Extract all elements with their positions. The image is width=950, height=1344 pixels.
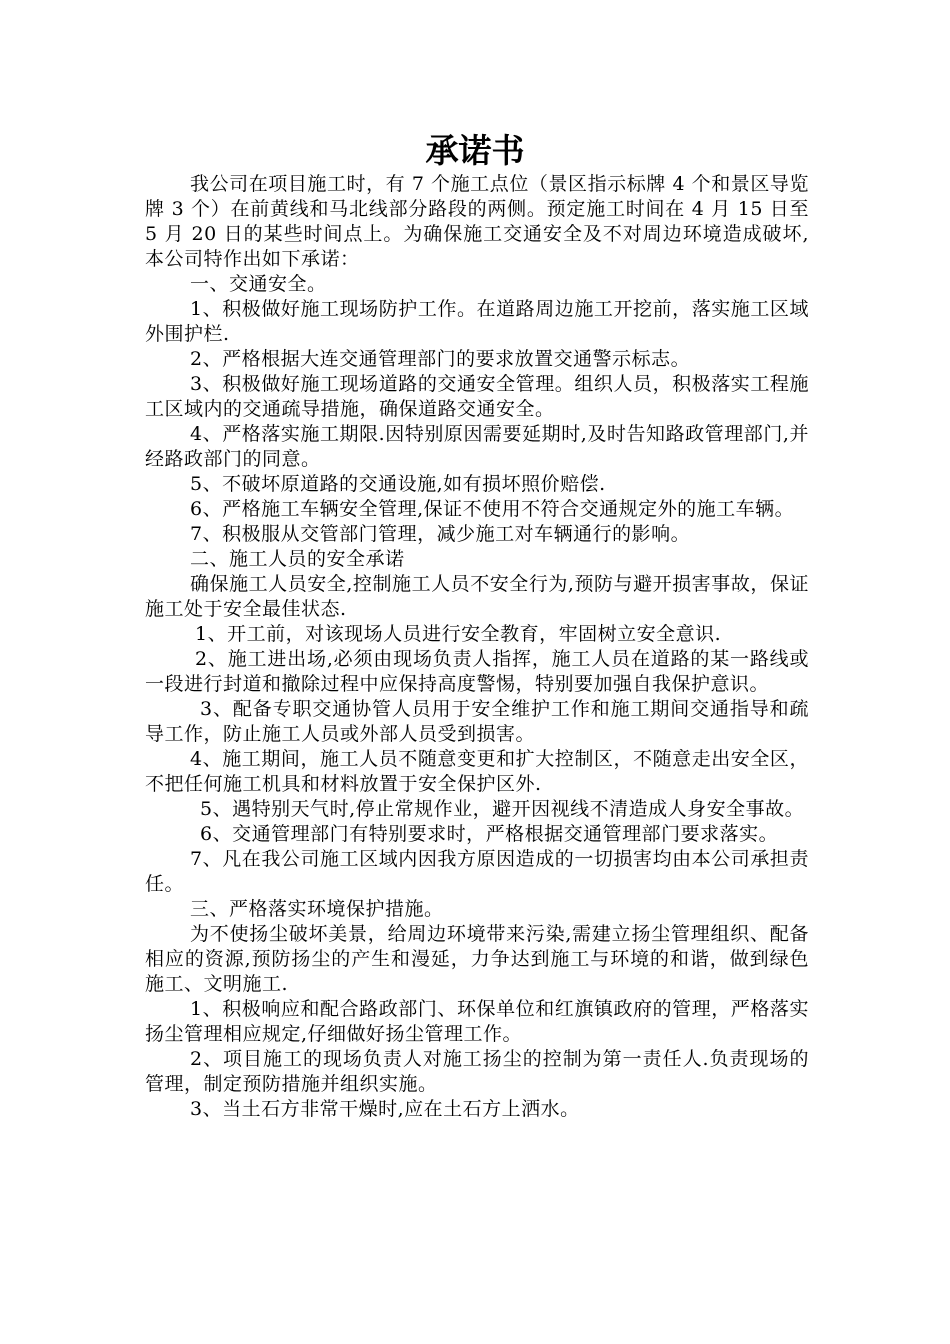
traffic-item-6: 6、严格施工车辆安全管理,保证不使用不符合交通规定外的施工车辆。 — [190, 498, 795, 520]
traffic-item-4: 4、严格落实施工期限.因特别原因需要延期时,及时告知路政管理部门,并经路政部门的同意。 — [145, 423, 809, 470]
environment-intro: 为不使扬尘破坏美景，给周边环境带来污染,需建立扬尘管理组织、配备相应的资源,预防扬尘的产生和漫延，力争达到施工与环境的和谐，做到绿色施工、文明施工. — [145, 923, 809, 995]
personnel-item-7: 7、凡在我公司施工区域内因我方原因造成的一切损害均由本公司承担责任。 — [145, 848, 809, 895]
personnel-item-1: 1、开工前，对该现场人员进行安全教育，牢固树立安全意识. — [195, 623, 722, 645]
traffic-item-7: 7、积极服从交管部门管理，减少施工对车辆通行的影响。 — [190, 523, 691, 545]
section-heading-personnel: 二、施工人员的安全承诺 — [190, 548, 405, 570]
personnel-item-4: 4、施工期间，施工人员不随意变更和扩大控制区，不随意走出安全区，不把任何施工机具和材料放置于安全保护区外. — [145, 748, 809, 795]
personnel-item-3: 3、配备专职交通协管人员用于安全维护工作和施工期间交通指导和疏导工作，防止施工人员或外部人员受到损害。 — [145, 698, 809, 745]
section-heading-traffic: 一、交通安全。 — [190, 273, 327, 295]
personnel-item-5: 5、遇特别天气时,停止常规作业，避开因视线不清造成人身安全事故。 — [200, 798, 805, 820]
traffic-item-5: 5、不破坏原道路的交通设施,如有损坏照价赔偿. — [190, 473, 606, 495]
traffic-item-2: 2、严格根据大连交通管理部门的要求放置交通警示标志。 — [190, 348, 691, 370]
environment-item-1: 1、积极响应和配合路政部门、环保单位和红旗镇政府的管理，严格落实扬尘管理相应规定,仔细做好扬尘管理工作。 — [145, 998, 809, 1045]
traffic-item-3: 3、积极做好施工现场道路的交通安全管理。组织人员，积极落实工程施工区域内的交通疏导措施，确保道路交通安全。 — [145, 373, 809, 420]
traffic-item-1: 1、积极做好施工现场防护工作。在道路周边施工开挖前，落实施工区域外围护栏. — [145, 298, 809, 345]
environment-item-2: 2、项目施工的现场负责人对施工扬尘的控制为第一责任人.负责现场的管理，制定预防措施并组织实施。 — [145, 1048, 809, 1095]
document-title: 承诺书 — [425, 131, 525, 170]
intro-paragraph: 我公司在项目施工时，有 7 个施工点位（景区指示标牌 4 个和景区导览牌 3 个）在前黄线和马北线部分路段的两侧。预定施工时间在 4 月 15 日至 5 月 20 日的某些时间点上。为确保施工交通安全及不对周边环境造成破坏,本公司特作出如下承诺： — [145, 173, 809, 270]
section-heading-environment: 三、严格落实环境保护措施。 — [190, 898, 444, 920]
personnel-item-6: 6、交通管理部门有特别要求时，严格根据交通管理部门要求落实。 — [200, 823, 779, 845]
environment-item-3: 3、当土石方非常干燥时,应在土石方上洒水。 — [190, 1098, 580, 1120]
personnel-intro: 确保施工人员安全,控制施工人员不安全行为,预防与避开损害事故，保证施工处于安全最佳状态. — [145, 573, 809, 620]
document-body — [145, 172, 809, 1122]
personnel-item-2: 2、施工进出场,必须由现场负责人指挥，施工人员在道路的某一路线或一段进行封道和撤除过程中应保持高度警惕，特别要加强自我保护意识。 — [145, 648, 809, 695]
